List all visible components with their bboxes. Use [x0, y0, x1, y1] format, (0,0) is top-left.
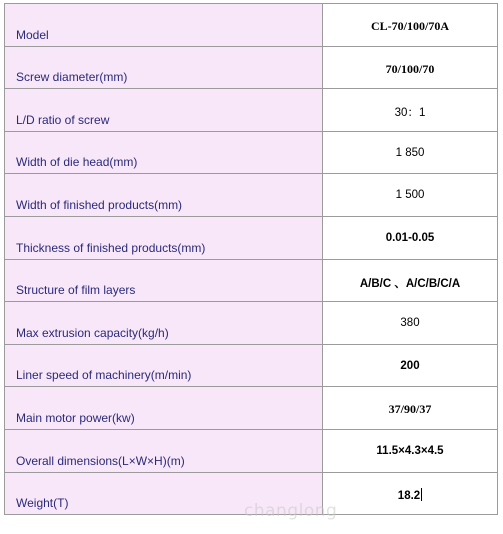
row-label: Thickness of finished products(mm) — [5, 216, 323, 259]
table-row — [5, 216, 498, 259]
row-label: Main motor power(kw) — [5, 387, 323, 430]
row-label: Liner speed of machinery(m/min) — [5, 344, 323, 387]
weight-value-text: 18.2 — [397, 489, 421, 502]
table-row — [5, 89, 498, 132]
table-row — [5, 302, 498, 345]
row-value: 37/90/37 — [323, 387, 498, 430]
table-row — [5, 46, 498, 89]
row-value: 1 850 — [323, 131, 498, 174]
row-value: 30：1 — [323, 89, 498, 132]
row-value: 200 — [323, 344, 498, 387]
row-label: Structure of film layers — [5, 259, 323, 302]
row-label: Model — [5, 4, 323, 47]
table-row — [5, 429, 498, 472]
watermark: changlong — [244, 501, 338, 521]
row-value: 380 — [323, 302, 498, 345]
table-row — [5, 344, 498, 387]
row-value: CL-70/100/70A — [323, 4, 498, 47]
text-cursor — [421, 488, 422, 501]
row-label: Weight(T) — [5, 472, 323, 515]
row-value: 70/100/70 — [323, 46, 498, 89]
row-label: Screw diameter(mm) — [5, 46, 323, 89]
row-label: Width of die head(mm) — [5, 131, 323, 174]
row-label: Max extrusion capacity(kg/h) — [5, 302, 323, 345]
row-value: 0.01-0.05 — [323, 216, 498, 259]
table-row — [5, 472, 498, 515]
table-row — [5, 174, 498, 217]
table-row — [5, 387, 498, 430]
table-row — [5, 131, 498, 174]
table-row — [5, 259, 498, 302]
row-label: L/D ratio of screw — [5, 89, 323, 132]
table-row — [5, 4, 498, 47]
spec-table — [4, 3, 498, 515]
row-value: 1 500 — [323, 174, 498, 217]
row-label: Overall dimensions(L×W×H)(m) — [5, 429, 323, 472]
row-value: 11.5×4.3×4.5 — [323, 429, 498, 472]
row-value — [323, 472, 498, 515]
row-label: Width of finished products(mm) — [5, 174, 323, 217]
row-value: A/B/C 、A/C/B/C/A — [323, 259, 498, 302]
